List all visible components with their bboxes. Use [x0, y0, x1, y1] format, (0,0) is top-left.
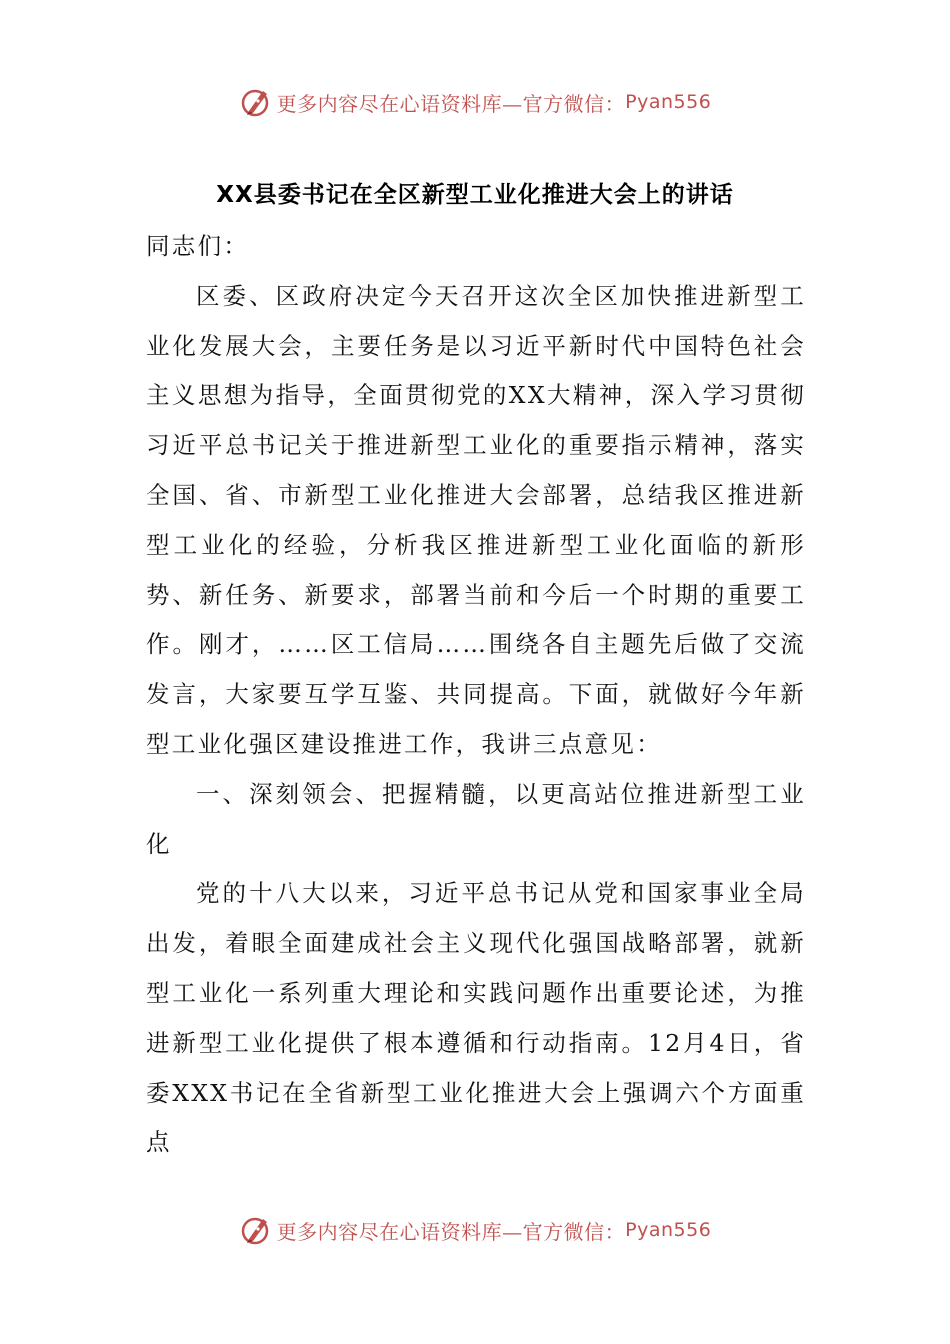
paragraph: 党的十八大以来，习近平总书记从党和国家事业全局出发，着眼全面建成社会主义现代化强国战略部署，就新型工业化一系列重大理论和实践问题作出重要论述，为推进新型工业化提供了根本遵循和行动指南。12月4日，省委XXX书记在全省新型工业化推进大会上强调六个方面重点 [146, 879, 806, 1157]
wechat-id: Pyan556 [625, 1219, 712, 1241]
paragraph: 区委、区政府决定今天召开这次全区加快推进新型工业化发展大会，主要任务是以习近平新时代中国特色社会主义思想为指导，全面贯彻党的XX大精神，深入学习贯彻习近平总书记关于推进新型工业化的重要指示精神，落实全国、省、市新型工业化推进大会部署，总结我区推进新型工业化的经验，分析我区推进新型工业化面临的新形势、新任务、新要求，部署当前和今后一个时期的重要工作。刚才，……区工信局……围绕各自主题先后做了交流发言，大家要互学互鉴、共同提高。下面，就做好今年新型工业化强区建设推进工作，我讲三点意见： [146, 281, 806, 758]
section-heading: 一、深刻领会、把握精髓，以更高站位推进新型工业化 [146, 779, 806, 858]
wechat-id: Pyan556 [625, 91, 712, 113]
pen-nib-circle-icon [239, 85, 273, 119]
watermark-text: 更多内容尽在心语资料库—官方微信： [276, 91, 626, 116]
document-body [146, 222, 806, 1168]
watermark-text: 更多内容尽在心语资料库—官方微信： [276, 1219, 626, 1244]
salutation: 同志们： [146, 232, 250, 260]
header-watermark-banner [0, 82, 950, 122]
pen-nib-circle-icon [239, 1213, 273, 1247]
footer-watermark-banner [0, 1210, 950, 1250]
page-title: XX县委书记在全区新型工业化推进大会上的讲话 [216, 182, 734, 208]
